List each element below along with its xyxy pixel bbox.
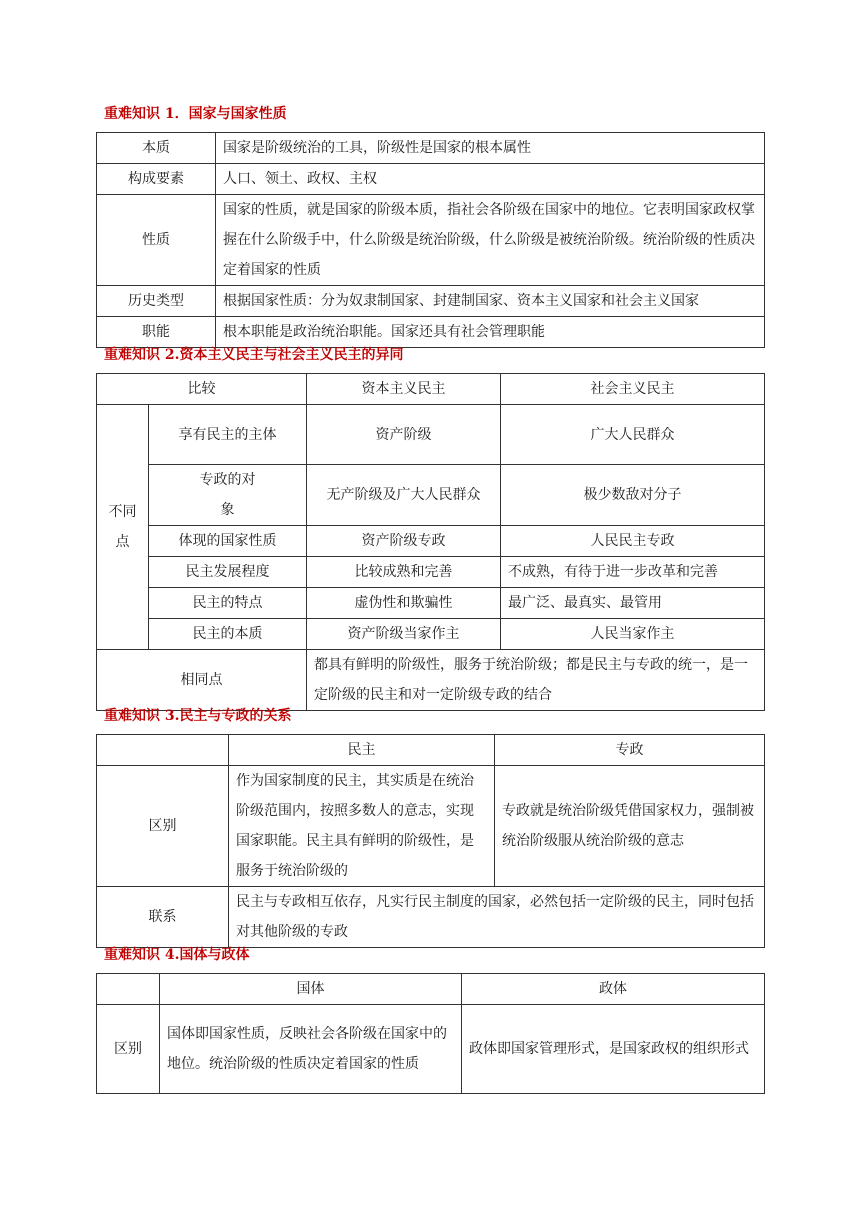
table-row <box>97 650 765 711</box>
row-label: 构成要素 <box>97 164 216 195</box>
section3-heading: 重难知识 3.民主与专政的关系 <box>104 708 292 724</box>
table-row <box>97 317 765 348</box>
aspect-cell: 民主的特点 <box>149 588 307 619</box>
table-row <box>97 766 765 887</box>
header-empty <box>97 974 160 1005</box>
table-row <box>97 465 765 526</box>
section1-heading: 重难知识 1．国家与国家性质 <box>104 106 287 122</box>
row-content: 根据国家性质：分为奴隶制国家、封建制国家、资本主义国家和社会主义国家 <box>216 286 765 317</box>
socialist-cell: 极少数敌对分子 <box>501 465 765 526</box>
section4-heading: 重难知识 4.国体与政体 <box>104 947 250 963</box>
capitalist-cell: 资产阶级 <box>307 405 501 465</box>
aspect-cell: 体现的国家性质 <box>149 526 307 557</box>
header-capitalist: 资本主义民主 <box>307 374 501 405</box>
aspect-cell: 民主的本质 <box>149 619 307 650</box>
row-content: 根本职能是政治统治职能。国家还具有社会管理职能 <box>216 317 765 348</box>
diff-label: 区别 <box>97 1005 160 1094</box>
socialist-cell: 人民民主专政 <box>501 526 765 557</box>
table-row <box>97 588 765 619</box>
table-row <box>97 133 765 164</box>
same-label: 相同点 <box>97 650 307 711</box>
diff-label: 不同点 <box>97 405 149 650</box>
link-text: 民主与专政相互依存，凡实行民主制度的国家，必然包括一定阶级的民主，同时包括对其他阶级的专政 <box>229 887 765 948</box>
state-government-table <box>96 973 765 1094</box>
democracy-dictatorship-table <box>96 734 765 948</box>
table-row <box>97 286 765 317</box>
democracy-text: 作为国家制度的民主，其实质是在统治阶级范围内，按照多数人的意志，实现国家职能。民主具有鲜明的阶级性，是服务于统治阶级的 <box>229 766 495 887</box>
table-row <box>97 405 765 465</box>
table-header-row <box>97 974 765 1005</box>
table-row <box>97 887 765 948</box>
capitalist-cell: 资产阶级专政 <box>307 526 501 557</box>
table-row <box>97 195 765 286</box>
row-content: 国家的性质，就是国家的阶级本质，指社会各阶级在国家中的地位。它表明国家政权掌握在什么阶级手中，什么阶级是统治阶级，什么阶级是被统治阶级。统治阶级的性质决定着国家的性质 <box>216 195 765 286</box>
row-content: 国家是阶级统治的工具，阶级性是国家的根本属性 <box>216 133 765 164</box>
header-empty <box>97 735 229 766</box>
row-label: 历史类型 <box>97 286 216 317</box>
table-row <box>97 557 765 588</box>
table-row <box>97 619 765 650</box>
row-content: 人口、领土、政权、主权 <box>216 164 765 195</box>
dictatorship-text: 专政就是统治阶级凭借国家权力，强制被统治阶级服从统治阶级的意志 <box>495 766 765 887</box>
row-label: 本质 <box>97 133 216 164</box>
capitalist-cell: 资产阶级当家作主 <box>307 619 501 650</box>
aspect-cell: 享有民主的主体 <box>149 405 307 465</box>
state-nature-table <box>96 132 765 348</box>
capitalist-cell: 比较成熟和完善 <box>307 557 501 588</box>
table-row <box>97 1005 765 1094</box>
header-socialist: 社会主义民主 <box>501 374 765 405</box>
header-state-system: 国体 <box>160 974 462 1005</box>
socialist-cell: 最广泛、最真实、最管用 <box>501 588 765 619</box>
section2-heading: 重难知识 2.资本主义民主与社会主义民主的异同 <box>104 347 404 363</box>
header-compare: 比较 <box>97 374 307 405</box>
aspect-cell: 民主发展程度 <box>149 557 307 588</box>
capitalist-cell: 虚伪性和欺骗性 <box>307 588 501 619</box>
aspect-cell: 专政的对象 <box>149 465 307 526</box>
header-dictatorship: 专政 <box>495 735 765 766</box>
socialist-cell: 人民当家作主 <box>501 619 765 650</box>
header-democracy: 民主 <box>229 735 495 766</box>
capitalist-cell: 无产阶级及广大人民群众 <box>307 465 501 526</box>
link-label: 联系 <box>97 887 229 948</box>
diff-label: 区别 <box>97 766 229 887</box>
socialist-cell: 不成熟，有待于进一步改革和完善 <box>501 557 765 588</box>
table-header-row <box>97 735 765 766</box>
row-label: 职能 <box>97 317 216 348</box>
table-header-row <box>97 374 765 405</box>
header-government-system: 政体 <box>462 974 765 1005</box>
table-row <box>97 526 765 557</box>
same-content: 都具有鲜明的阶级性，服务于统治阶级；都是民主与专政的统一，是一定阶级的民主和对一定阶级专政的结合 <box>307 650 765 711</box>
table-row <box>97 164 765 195</box>
state-system-text: 国体即国家性质，反映社会各阶级在国家中的地位。统治阶级的性质决定着国家的性质 <box>160 1005 462 1094</box>
row-label: 性质 <box>97 195 216 286</box>
government-system-text: 政体即国家管理形式，是国家政权的组织形式 <box>462 1005 765 1094</box>
democracy-comparison-table <box>96 373 765 711</box>
socialist-cell: 广大人民群众 <box>501 405 765 465</box>
